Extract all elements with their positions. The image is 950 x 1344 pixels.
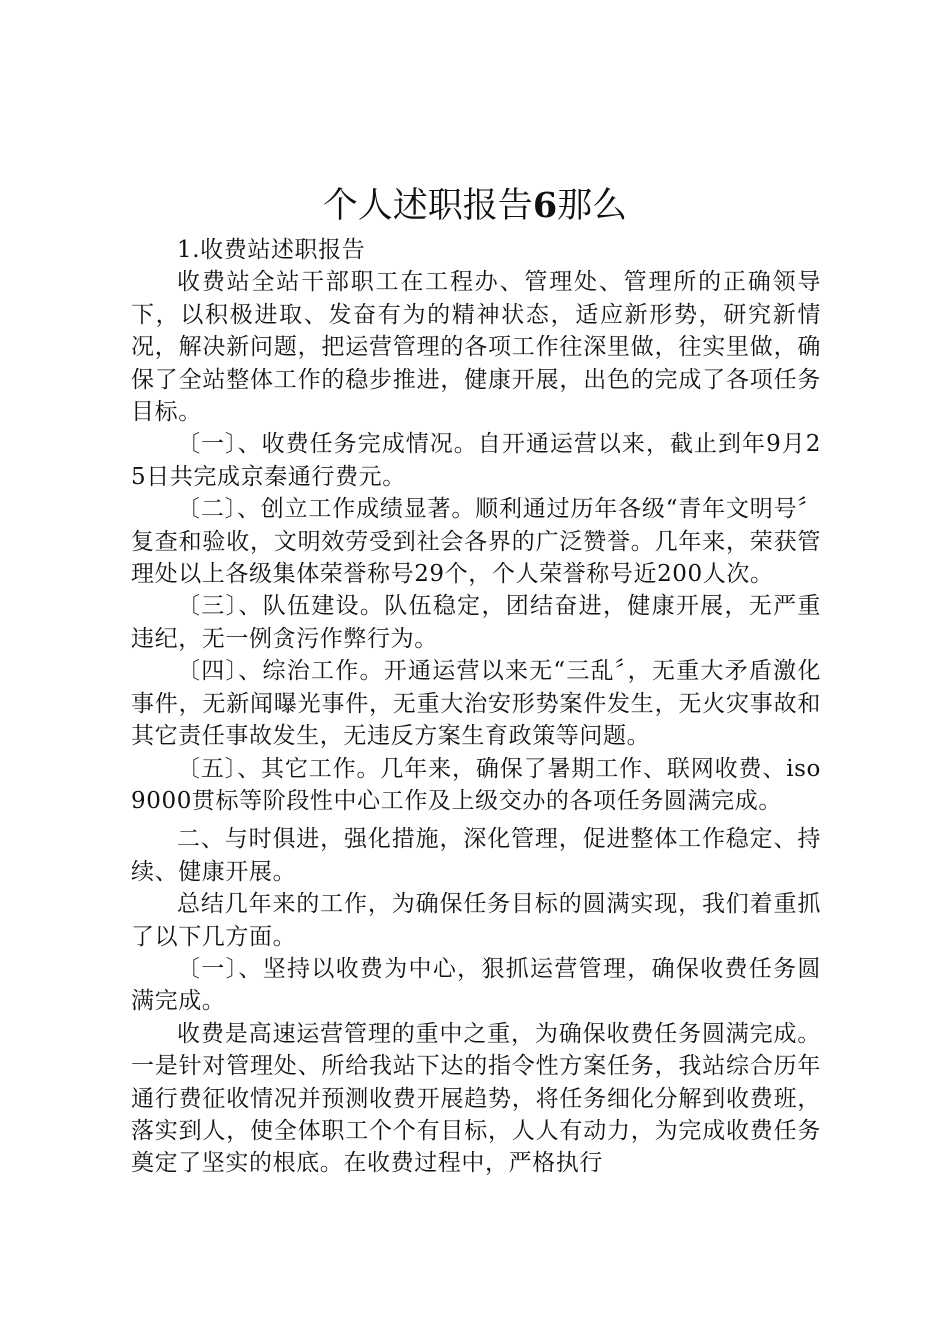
title-suffix: 那么 xyxy=(557,186,628,226)
body-paragraph: 〔四〕、综治工作。开通运营以来无“三乱〞，无重大矛盾激化事件，无新闻曝光事件，无重大治安形势案件发生，无火灾事故和其它责任事故发生，无违反方案生育政策等问题。 xyxy=(131,658,821,750)
section-heading-2: 二、与时俱进，强化措施，深化管理，促进整体工作稳定、持续、健康开展。 xyxy=(131,826,821,885)
document-title xyxy=(0,182,950,230)
section-heading-1: 1.收费站述职报告 xyxy=(177,237,366,263)
body-paragraph: 收费是高速运营管理的重中之重，为确保收费任务圆满完成。一是针对管理处、所给我站下达的指令性方案任务，我站综合历年通行费征收情况并预测收费开展趋势，将任务细化分解到收费班，落实到人，使全体职工个个有目标，人人有动力，为完成收费任务奠定了坚实的根底。在收费过程中，严格执行 xyxy=(131,1020,821,1177)
body-paragraph: 〔一〕、收费任务完成情况。自开通运营以来，截止到年9月25日共完成京秦通行费元。 xyxy=(131,431,821,490)
body-paragraph: 〔一〕、坚持以收费为中心，狠抓运营管理，确保收费任务圆满完成。 xyxy=(131,955,821,1015)
body-paragraph: 〔五〕、其它工作。几年来，确保了暑期工作、联网收费、iso9000贯标等阶段性中心工作及上级交办的各项任务圆满完成。 xyxy=(131,755,821,814)
title-prefix: 个人述职报告 xyxy=(322,186,533,226)
body-paragraph: 收费站全站干部职工在工程办、管理处、管理所的正确领导下，以积极进取、发奋有为的精神状态，适应新形势，研究新情况，解决新问题，把运营管理的各项工作往深里做，往实里做，确保了全站整体工作的稳步推进，健康开展，出色的完成了各项任务目标。 xyxy=(131,269,821,426)
body-paragraph: 〔二〕、创立工作成绩显著。顺利通过历年各级“青年文明号〞复查和验收，文明效劳受到社会各界的广泛赞誉。几年来，荣获管理处以上各级集体荣誉称号29个，个人荣誉称号近200人次。 xyxy=(131,496,821,588)
title-number: 6 xyxy=(532,185,558,226)
body-paragraph: 〔三〕、队伍建设。队伍稳定，团结奋进，健康开展，无严重违纪，无一例贪污作弊行为。 xyxy=(131,593,821,652)
document-body xyxy=(131,234,821,1180)
body-paragraph: 总结几年来的工作，为确保任务目标的圆满实现，我们着重抓了以下几方面。 xyxy=(131,891,821,950)
